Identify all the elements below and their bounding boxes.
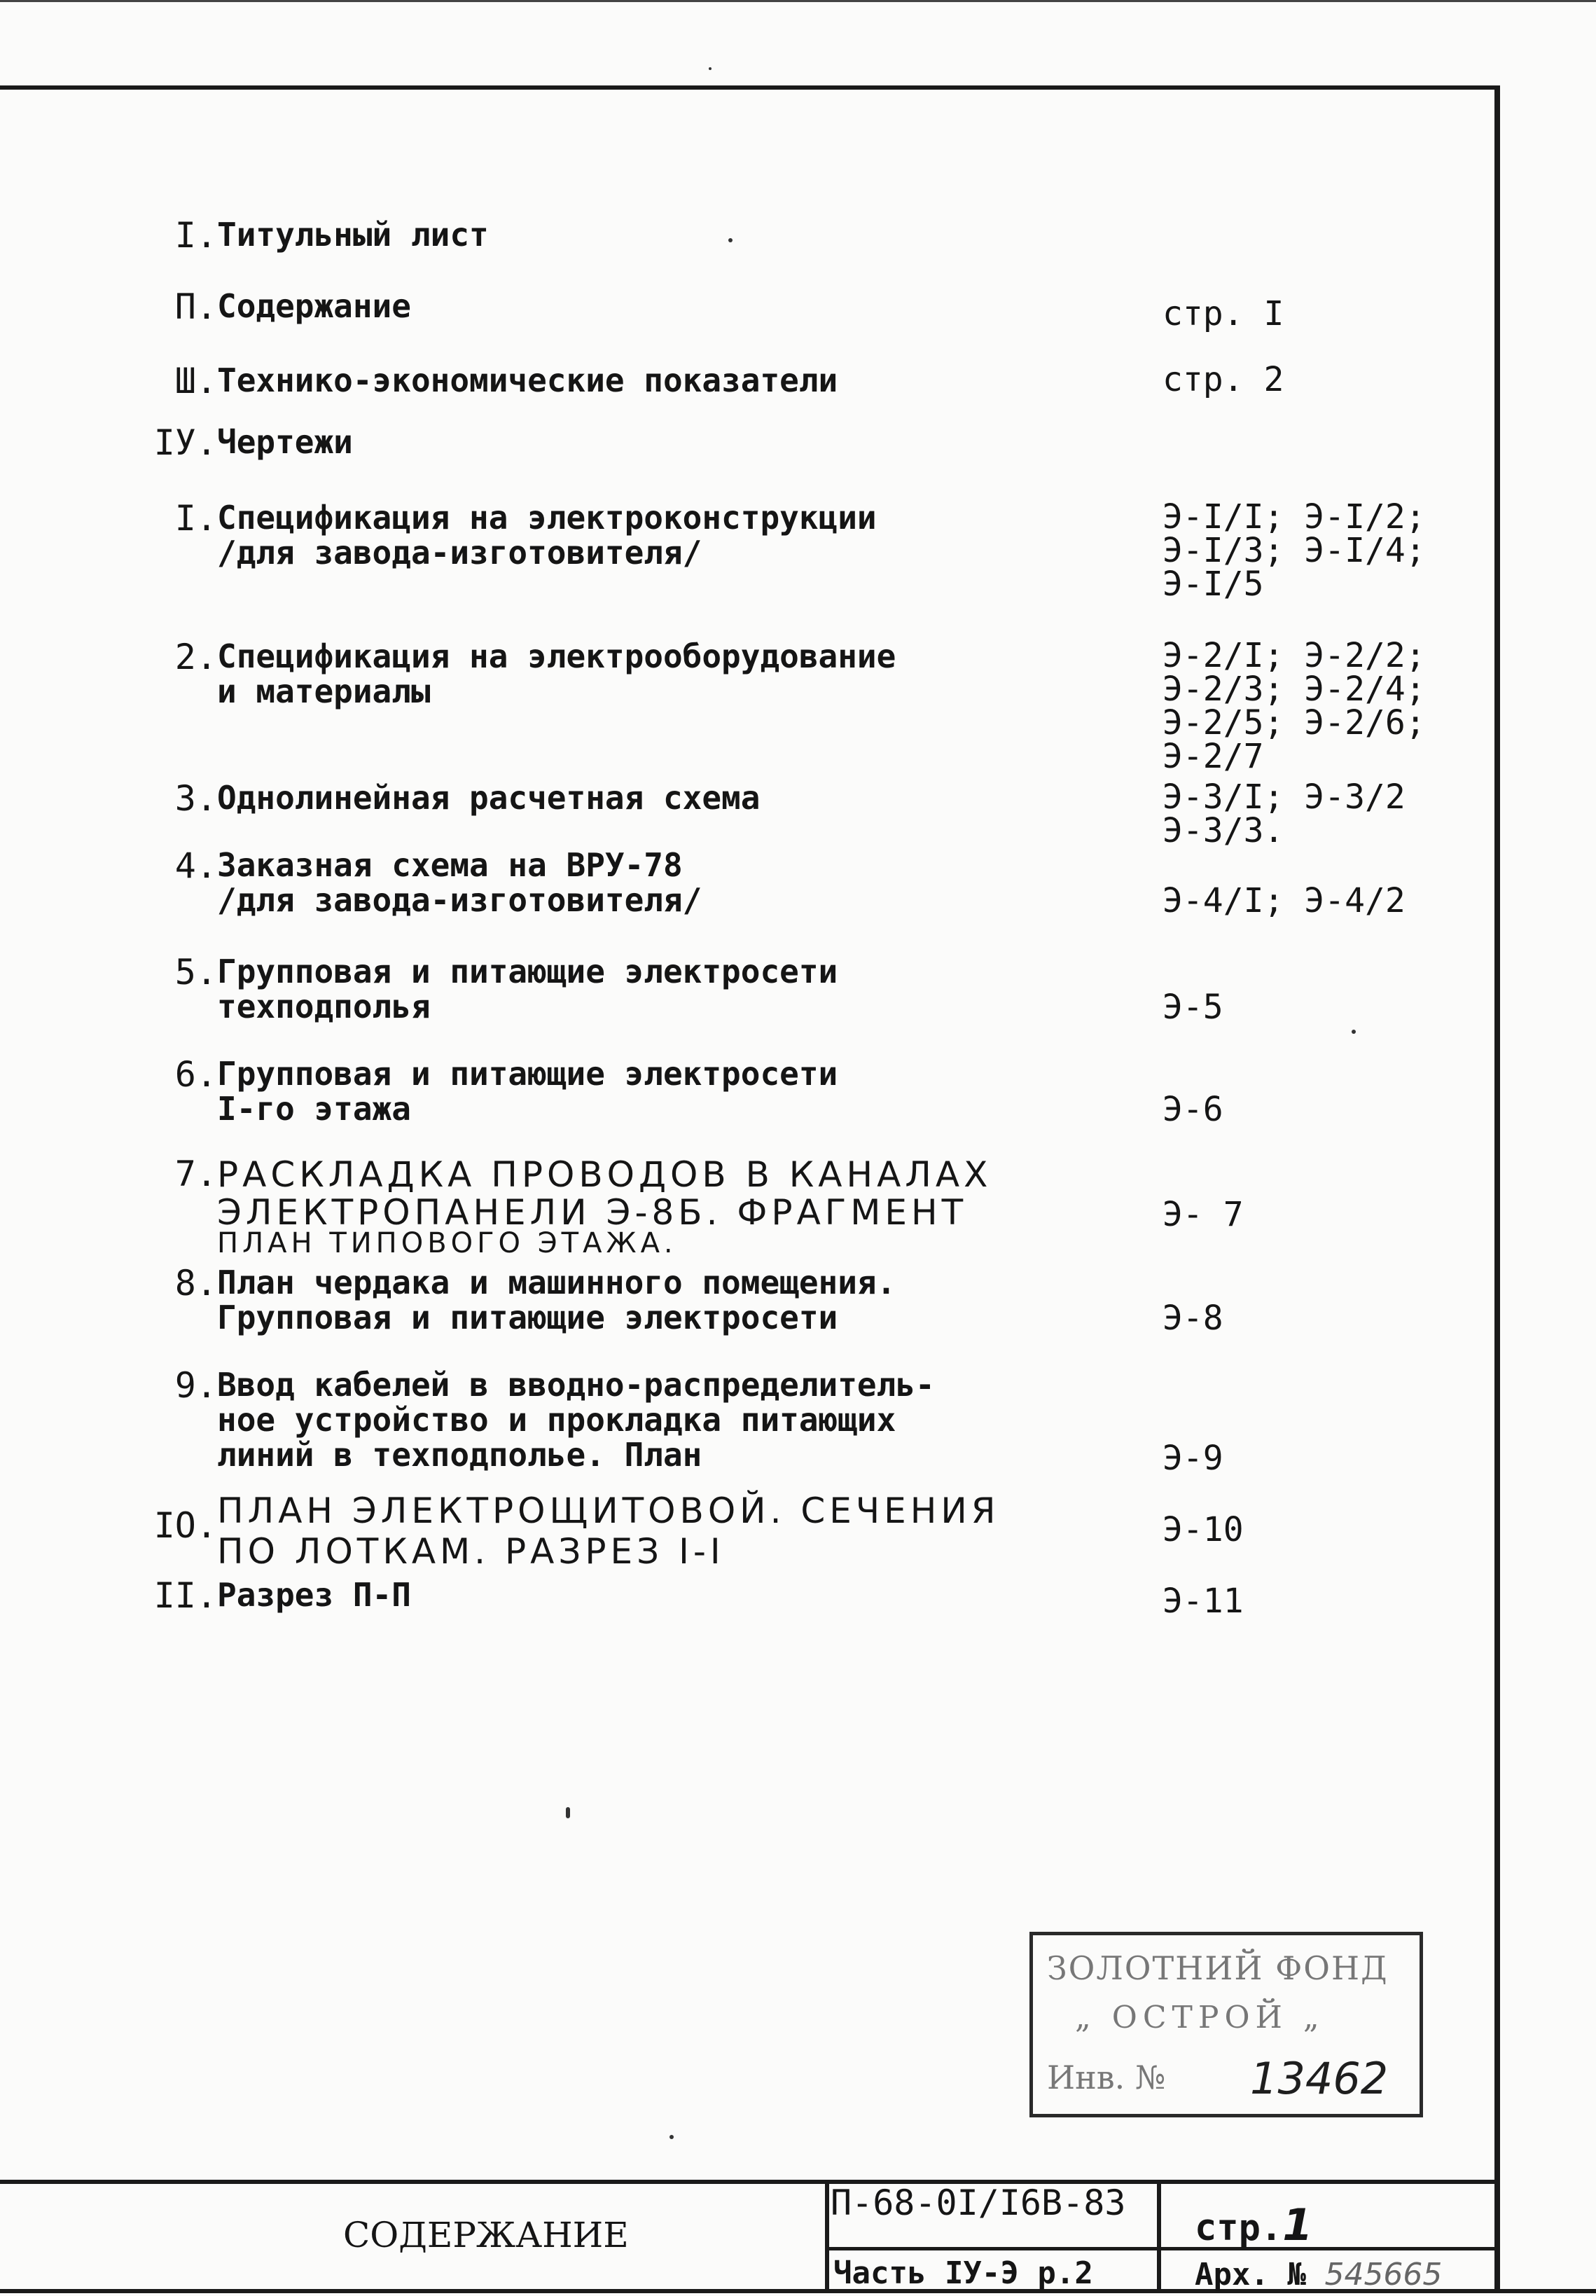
item-drawing-refs: Э-5: [1163, 988, 1223, 1027]
item-title: Чертежи: [217, 423, 353, 461]
item-title: Ввод кабелей в вводно-распределитель- ное устройство и прокладка питающих линий в техподполье. План: [217, 1366, 935, 1474]
scan-speck: [566, 1807, 570, 1818]
item-number: 5.: [174, 952, 217, 993]
item-title: Титульный лист: [217, 216, 489, 254]
item-drawing-refs: Э-10: [1163, 1510, 1244, 1549]
item-drawing-refs: Э- 7: [1163, 1195, 1244, 1234]
title-block-divider-1: [825, 2180, 829, 2292]
stamp-line-1: ЗОЛОТНИЙ ФОНД: [1047, 1949, 1389, 1987]
item-drawing-refs: Э-8: [1163, 1299, 1223, 1338]
archive-stamp: [1029, 1932, 1423, 2117]
item-number: 2.: [174, 637, 217, 677]
item-number: 9.: [174, 1365, 217, 1406]
document-title: СОДЕРЖАНИЕ: [343, 2215, 629, 2255]
scan-speck: [669, 2135, 674, 2139]
frame-top-line: [0, 85, 1499, 90]
item-number: 8.: [174, 1263, 217, 1303]
stamp-inventory-number: 13462: [1250, 2053, 1389, 2104]
item-title: Содержание: [217, 287, 411, 325]
item-number: 7.: [174, 1154, 217, 1194]
item-page-ref: стр. I: [1163, 294, 1284, 333]
item-number: II.: [153, 1575, 217, 1616]
item-title-handwritten: РАСКЛАДКА ПРОВОДОВ В КАНАЛАХ ЭЛЕКТРОПАНЕЛИ Э-8Б. ФРАГМЕНТ ПЛАН ТИПОВОГО ЭТАЖА.: [217, 1154, 992, 1259]
item-title: Спецификация на электрооборудование и материалы: [217, 637, 896, 710]
item-number: П.: [174, 286, 217, 327]
item-title: План чердака и машинного помещения. Групповая и питающие электросети: [217, 1264, 896, 1336]
sheet-label: стр.1: [1195, 2199, 1313, 2250]
stamp-line-3: Инв. №: [1047, 2059, 1166, 2096]
item-drawing-refs: Э-4/I; Э-4/2: [1163, 881, 1406, 920]
scan-speck: [709, 67, 712, 70]
scan-speck: [728, 238, 733, 242]
item-number: 6.: [174, 1054, 217, 1095]
item-drawing-refs: Э-2/I; Э-2/2; Э-2/3; Э-2/4; Э-2/5; Э-2/6; Э-2/7: [1163, 636, 1426, 776]
item-title: Спецификация на электроконструкции /для завода-изготовителя/: [217, 499, 877, 572]
item-title: Заказная схема на ВРУ-78 /для завода-изготовителя/: [217, 846, 702, 919]
item-number: I.: [174, 215, 217, 256]
item-page-ref: стр. 2: [1163, 360, 1284, 399]
title-block-divider-2: [1157, 2180, 1161, 2292]
item-drawing-refs: Э-I/I; Э-I/2; Э-I/3; Э-I/4; Э-I/5: [1163, 497, 1426, 604]
item-title: Групповая и питающие электросети I-го этажа: [217, 1055, 838, 1128]
item-number: IO.: [153, 1505, 217, 1546]
item-number: Ш.: [174, 361, 217, 401]
item-title: Технико-экономические показатели: [217, 361, 838, 399]
item-number: IУ.: [153, 422, 217, 463]
item-number: 4.: [174, 845, 217, 886]
top-border-line: [0, 0, 1596, 2]
item-title: Разрез П-П: [217, 1576, 411, 1614]
archive-number: 545665: [1324, 2257, 1443, 2292]
item-drawing-refs: Э-6: [1163, 1090, 1223, 1129]
stamp-line-2: „ ОСТРОЙ „: [1075, 2000, 1325, 2035]
document-part: Часть IУ-Э р.2: [833, 2255, 1093, 2291]
item-number: I.: [174, 498, 217, 539]
scan-speck: [1352, 1030, 1356, 1034]
item-number: 3.: [174, 778, 217, 819]
item-drawing-refs: Э-11: [1163, 1582, 1244, 1621]
archive-label: Арх. № 545665: [1195, 2257, 1443, 2292]
item-drawing-refs: Э-3/I; Э-3/2 Э-3/3.: [1163, 777, 1406, 850]
item-title-handwritten: ПЛАН ЭЛЕКТРОЩИТОВОЙ. СЕЧЕНИЯ ПО ЛОТКАМ. РАЗРЕЗ I-I: [217, 1491, 1000, 1572]
title-block-top-line: [0, 2180, 1500, 2184]
sheet-number: 1: [1282, 2199, 1313, 2250]
title-block-mid-line: [825, 2247, 1500, 2250]
item-drawing-refs: Э-9: [1163, 1439, 1223, 1478]
item-title: Однолинейная расчетная схема: [217, 779, 761, 817]
document-code: П-68-0I/I6В-83: [831, 2183, 1126, 2223]
frame-right-line: [1494, 85, 1500, 2292]
item-title: Групповая и питающие электросети техподполья: [217, 953, 838, 1025]
